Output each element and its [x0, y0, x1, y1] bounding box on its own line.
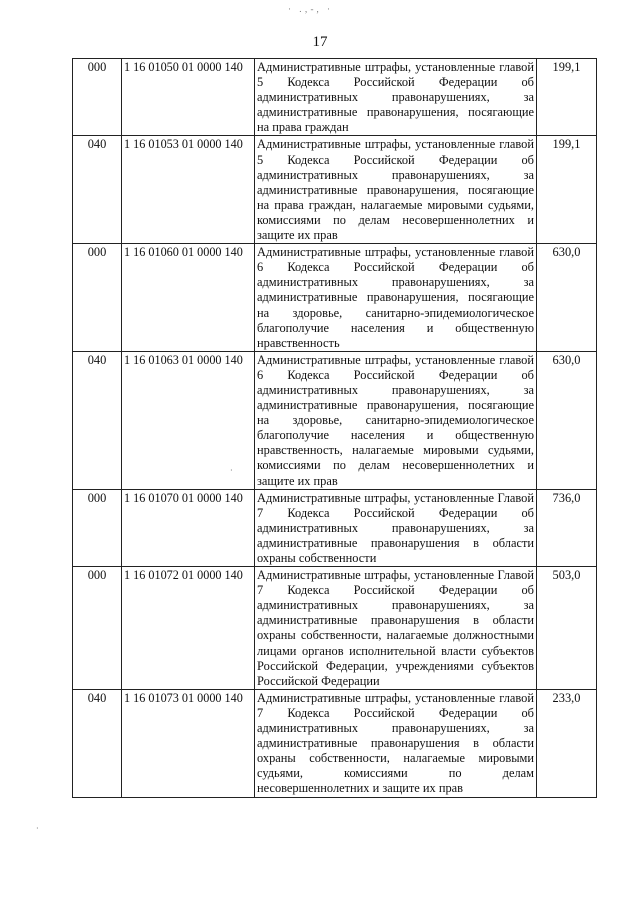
amount-cell: 736,0 [537, 489, 597, 566]
description-cell: Административные штрафы, установленные главой 5 Кодекса Российской Федерации об административных правонарушениях, за административные правонарушения, посягающие на права граждан [255, 59, 537, 136]
description-cell: Административные штрафы, установленные главой 6 Кодекса Российской Федерации об административных правонарушениях, за административные правонарушения, посягающие на здоровье, санитарно-эпидемиологическое благополучие населения и общественную нравственность, налагаемые мировыми судьями, комиссиями по делам несовершеннолетних и защите их прав [255, 351, 537, 489]
admin-code-cell: 000 [73, 59, 122, 136]
budget-code-cell: 1 16 01050 01 0000 140 [122, 59, 255, 136]
budget-code-cell: 1 16 01060 01 0000 140 [122, 244, 255, 352]
admin-code-cell: 000 [73, 489, 122, 566]
amount-cell: 233,0 [537, 689, 597, 797]
budget-code-cell: 1 16 01063 01 0000 140 [122, 351, 255, 489]
description-cell: Административные штрафы, установленные Главой 7 Кодекса Российской Федерации об административных правонарушениях, за административные правонарушения в области охраны собственности [255, 489, 537, 566]
budget-revenue-table [72, 58, 597, 798]
table-row [73, 244, 597, 352]
budget-code-cell: 1 16 01072 01 0000 140 [122, 567, 255, 690]
amount-cell: 199,1 [537, 59, 597, 136]
scan-artifact: · .‚-, · [288, 4, 333, 14]
table-row [73, 689, 597, 797]
table-row [73, 351, 597, 489]
budget-code-cell: 1 16 01070 01 0000 140 [122, 489, 255, 566]
amount-cell: 199,1 [537, 136, 597, 244]
table-body [73, 59, 597, 798]
scan-speck: · [36, 824, 39, 833]
admin-code-cell: 040 [73, 689, 122, 797]
page-number: 17 [312, 34, 328, 50]
budget-code-cell: 1 16 01053 01 0000 140 [122, 136, 255, 244]
table-row [73, 567, 597, 690]
description-cell: Административные штрафы, установленные Главой 7 Кодекса Российской Федерации об административных правонарушениях, за административные правонарушения в области охраны собственности, налагаемые должностными лицами органов исполнительной власти субъектов Российской Федерации, учреждениями субъектов Российской Федерации [255, 567, 537, 690]
admin-code-cell: 040 [73, 136, 122, 244]
admin-code-cell: 040 [73, 351, 122, 489]
amount-cell: 503,0 [537, 567, 597, 690]
admin-code-cell: 000 [73, 244, 122, 352]
scan-speck: · [230, 466, 233, 475]
budget-code-cell: 1 16 01073 01 0000 140 [122, 689, 255, 797]
table-row [73, 59, 597, 136]
description-cell: Административные штрафы, установленные главой 7 Кодекса Российской Федерации об административных правонарушениях, за административные правонарушения в области охраны собственности, налагаемые мировыми судьями, комиссиями по делам несовершеннолетних и защите их прав [255, 689, 537, 797]
table-row [73, 136, 597, 244]
amount-cell: 630,0 [537, 244, 597, 352]
amount-cell: 630,0 [537, 351, 597, 489]
description-cell: Административные штрафы, установленные главой 6 Кодекса Российской Федерации об административных правонарушениях, за административные правонарушения, посягающие на здоровье, санитарно-эпидемиологическое благополучие населения и общественную нравственность [255, 244, 537, 352]
table-row [73, 489, 597, 566]
description-cell: Административные штрафы, установленные главой 5 Кодекса Российской Федерации об административных правонарушениях, за административные правонарушения, посягающие на права граждан, налагаемые мировыми судьями, комиссиями по делам несовершеннолетних и защите их прав [255, 136, 537, 244]
admin-code-cell: 000 [73, 567, 122, 690]
